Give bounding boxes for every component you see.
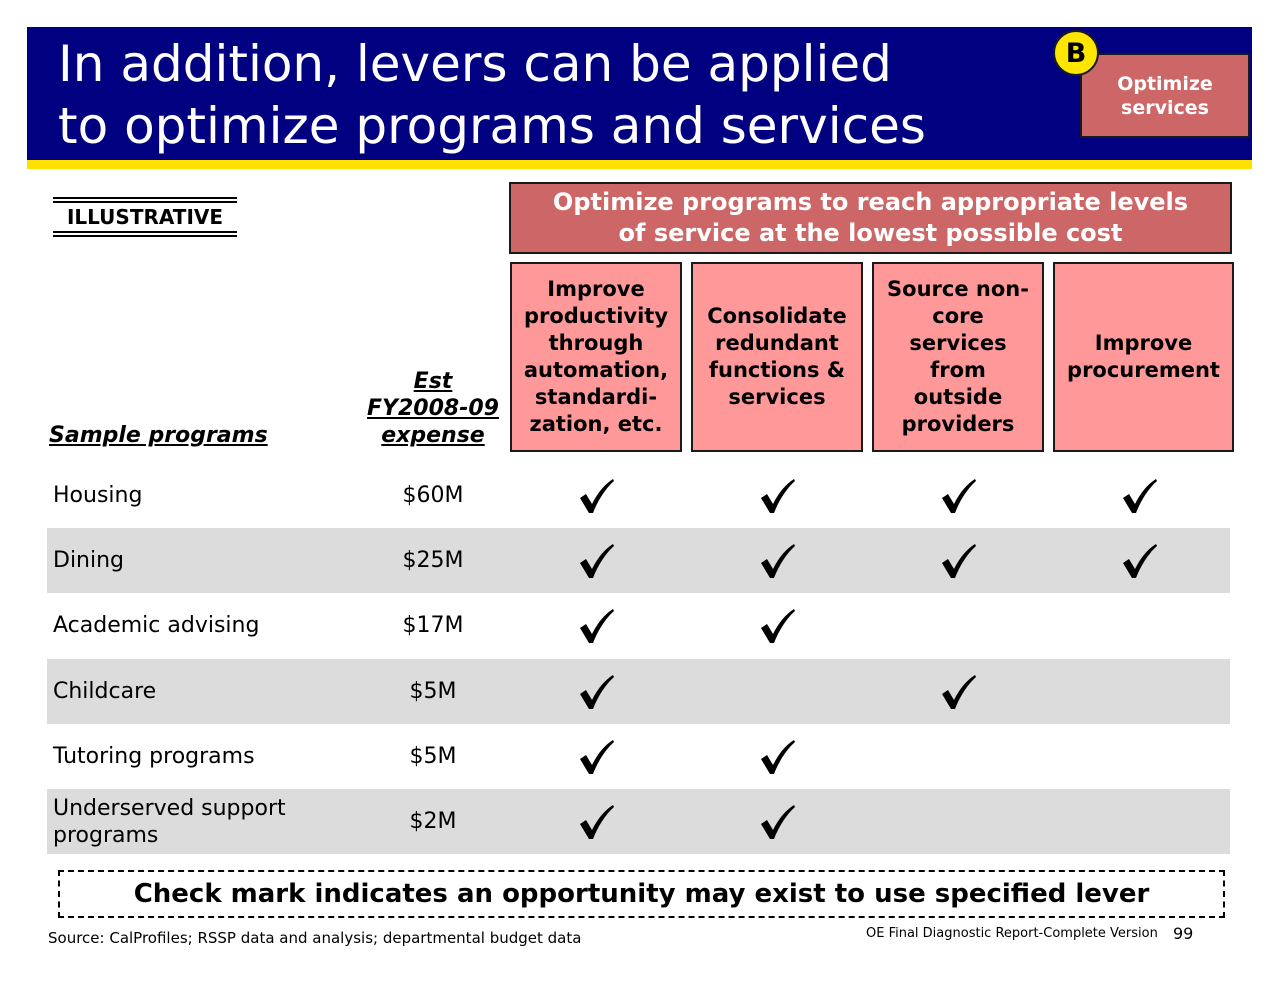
program-expense: $2M [409,809,457,834]
program-name: Tutoring programs [53,744,255,769]
check-mark-icon [928,528,988,593]
check-mark-icon [566,528,626,593]
section-letter-badge: B [1053,30,1099,76]
lever-header-productivity: Improve productivity through automation, standardi- zation, etc. [510,262,682,452]
lever-header-source-noncore: Source non- core services from outside providers [872,262,1044,452]
program-name: Housing [53,483,143,508]
illustrative-rule-top-2 [53,201,237,203]
table-row [47,789,1230,854]
check-mark-icon [1109,528,1169,593]
table-row [47,528,1230,593]
table-row [47,463,1230,528]
lever-header-procurement: Improve procurement [1053,262,1234,452]
program-name: Childcare [53,679,157,704]
program-expense: $17M [402,613,464,638]
table-row [47,724,1230,789]
check-mark-icon [566,724,626,789]
check-mark-icon [566,463,626,528]
check-mark-icon [566,593,626,658]
program-name: Academic advising [53,613,260,638]
check-mark-icon [747,724,807,789]
program-expense: $25M [402,548,464,573]
illustrative-rule-top [53,197,237,199]
slide-title: In addition, levers can be applied to optimize programs and services [58,35,926,155]
program-expense: $60M [402,483,464,508]
table-row [47,659,1230,724]
title-underline-stripe [27,160,1252,169]
illustrative-label [53,197,237,237]
check-mark-icon [566,789,626,854]
illustrative-text: ILLUSTRATIVE [66,205,224,229]
illustrative-rule-bottom [53,231,237,233]
check-mark-icon [747,463,807,528]
program-name: Underserved support programs [53,795,286,848]
check-mark-icon [1109,463,1169,528]
check-mark-icon [928,659,988,724]
lever-header-consolidate: Consolidate redundant functions & services [691,262,863,452]
check-mark-icon [928,463,988,528]
check-mark-legend: Check mark indicates an opportunity may exist to use specified lever [58,870,1225,918]
program-name: Dining [53,548,125,573]
check-mark-icon [747,528,807,593]
check-mark-icon [747,789,807,854]
report-footer: OE Final Diagnostic Report-Complete Version [866,926,1158,941]
section-tag: Optimize services [1080,53,1250,138]
page-number: 99 [1173,924,1194,943]
illustrative-rule-bottom-2 [53,235,237,237]
column-header-expense: Est FY2008-09 expense [367,369,499,448]
check-mark-icon [566,659,626,724]
program-expense: $5M [409,744,457,769]
check-mark-icon [747,593,807,658]
table-row [47,593,1230,658]
column-header-programs: Sample programs [49,423,268,448]
lever-group-banner: Optimize programs to reach appropriate levels of service at the lowest possible cost [509,182,1232,254]
source-note: Source: CalProfiles; RSSP data and analysis; departmental budget data [48,929,582,947]
program-expense: $5M [409,679,457,704]
